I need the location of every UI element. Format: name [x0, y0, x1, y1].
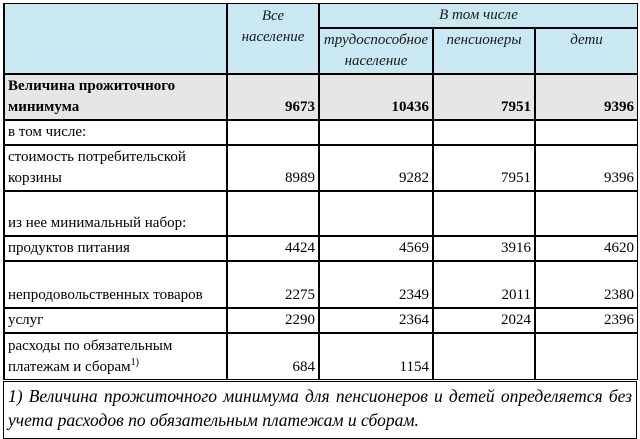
value-pensioners: 2011 [433, 261, 535, 308]
value-all-population [227, 191, 319, 236]
value-children: 2396 [535, 308, 638, 333]
value-working-age: 10436 [319, 74, 433, 120]
header-including: В том числе [319, 3, 638, 28]
value-pensioners: 3916 [433, 236, 535, 261]
subsistence-minimum-table-wrapper [3, 3, 637, 380]
header-empty-cell [4, 3, 227, 74]
value-working-age: 2349 [319, 261, 433, 308]
row-label: Величина прожиточного минимума [4, 74, 227, 120]
row-label-text: расходы по обязательным платежам и сборам [8, 338, 173, 375]
header-pensioners: пенсионеры [433, 28, 535, 74]
footnote-text: 1) Величина прожиточного минимума для пенсионеров и детей определяется без учета расходов по обязательным платежам и сборам. [3, 381, 637, 439]
value-pensioners [433, 191, 535, 236]
table-row [4, 236, 638, 261]
table-row [4, 120, 638, 145]
value-all-population: 4424 [227, 236, 319, 261]
value-children [535, 333, 638, 380]
value-all-population: 684 [227, 333, 319, 380]
row-label: непродовольственных товаров [4, 261, 227, 308]
header-row-1 [4, 3, 638, 28]
row-label: продуктов питания [4, 236, 227, 261]
value-children: 9396 [535, 145, 638, 191]
row-label: из нее минимальный набор: [4, 191, 227, 236]
value-children: 9396 [535, 74, 638, 120]
value-children: 2380 [535, 261, 638, 308]
value-all-population: 2275 [227, 261, 319, 308]
subsistence-minimum-table [3, 3, 638, 380]
row-label: услуг [4, 308, 227, 333]
value-pensioners: 7951 [433, 74, 535, 120]
table-row [4, 308, 638, 333]
table-row [4, 74, 638, 120]
value-all-population [227, 120, 319, 145]
header-children: дети [535, 28, 638, 74]
header-all-population: Все население [227, 3, 319, 74]
value-all-population: 8989 [227, 145, 319, 191]
row-label: стоимость потребительской корзины [4, 145, 227, 191]
value-children [535, 191, 638, 236]
table-row [4, 261, 638, 308]
value-all-population: 2290 [227, 308, 319, 333]
table-row [4, 191, 638, 236]
row-label: в том числе: [4, 120, 227, 145]
value-working-age: 9282 [319, 145, 433, 191]
value-working-age: 4569 [319, 236, 433, 261]
value-pensioners [433, 120, 535, 145]
value-all-population: 9673 [227, 74, 319, 120]
value-working-age: 1154 [319, 333, 433, 380]
value-working-age [319, 191, 433, 236]
value-working-age: 2364 [319, 308, 433, 333]
table-row [4, 333, 638, 380]
row-label [4, 333, 227, 380]
value-pensioners: 2024 [433, 308, 535, 333]
value-children: 4620 [535, 236, 638, 261]
value-working-age [319, 120, 433, 145]
table-row [4, 145, 638, 191]
value-children [535, 120, 638, 145]
footnote-marker: 1) [130, 357, 140, 368]
value-pensioners: 7951 [433, 145, 535, 191]
value-pensioners [433, 333, 535, 380]
header-working-age: трудоспособное население [319, 28, 433, 74]
